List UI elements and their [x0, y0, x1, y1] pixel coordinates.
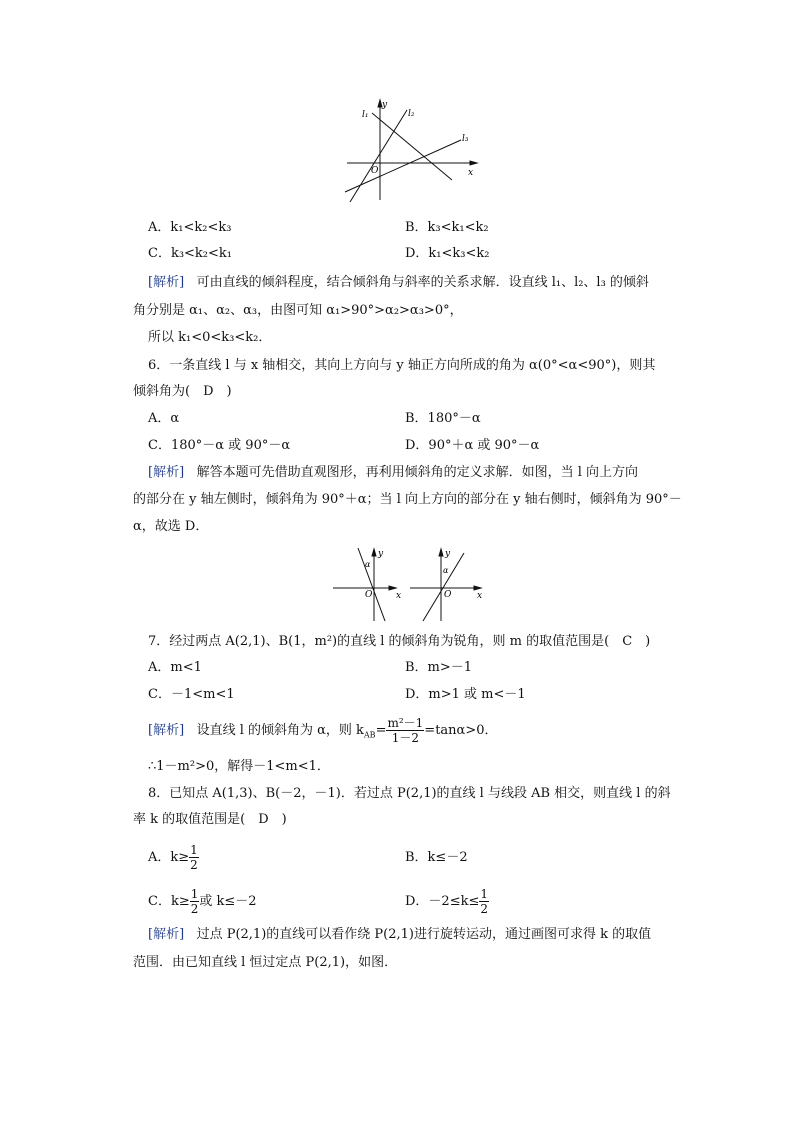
origin-label: O	[365, 590, 373, 600]
q5-option-b: B．k₃<k₁<k₂	[405, 220, 489, 235]
q6-option-a: A．α	[148, 411, 180, 426]
numerator: 1	[190, 843, 198, 857]
q8-option-a	[148, 843, 199, 873]
q5-option-d: D．k₁<k₃<k₂	[405, 246, 490, 261]
q6-option-b: B．180°－α	[405, 411, 481, 426]
origin-label: O	[371, 166, 379, 176]
numerator: m²－1	[387, 716, 424, 730]
origin-label: O	[444, 590, 452, 600]
option-text: 或 k≤－2	[199, 894, 257, 909]
q6-analysis-line: α，故选 D．	[133, 519, 209, 534]
q7-option-d: D．m>1 或 m<－1	[405, 687, 526, 702]
q8-stem: 率 k 的取值范围是( D )	[133, 812, 287, 827]
q6-analysis-line: 的部分在 y 轴左侧时，倾斜角为 90°＋α；当 l 向上方向的部分在 y 轴右侧时，倾斜角为 90°－	[133, 492, 682, 507]
q7-conclusion: ∴1－m²>0，解得－1<m<1．	[148, 759, 330, 774]
figure-alpha-angles	[330, 544, 490, 622]
document-page: y x O l₁ l₂ l₃ A．k₁<k₂<k₃ B．k₃<k₁<k₂ C．k₃<k₂<k₁ D．k₁<k₃<k₂ [解析] 可由直线的倾斜程度，结合倾斜角与斜率的关系求解．设直线 l₁、l₂、l₃ 的倾斜 角分别是 α₁、α₂、α₃，由图可知 α₁>90°>α₂>α₃>0°， 所以 k₁<0<k₃<k₂． 6．一条直线 l 与 x 轴相交，其向上方向与 y 轴正方向所成的角为 α(0°<α<90°)，则其 倾斜角为( D ) A．α B．180°－α C．180°－α 或 90°－α D．90°＋α 或 90°－α [解析] 解答本题可先借助直观图形，再利用倾斜角的定义求解．如图，当 l 向上方向 的部分在 y 轴左侧时，倾斜角为 90°＋α；当 l 向上方向的部分在 y 轴右侧时，倾斜角为 90°－ α，故选 D． y α O x y α O x 7．经过两点 A(2,1)、B(1，m²)的直线 l 的倾斜角为锐角，则 m 的取值范围是( C ) A．m<1 B．m>－1 C．－1<m<1 D．m>1 或 m<－1 [解析] 设直线 l 的倾斜角为 α，则 $k_{AB}=$ $\frac{\text{m²－1}}{1-2}$ =tanα>0． ∴1－m²>0，解得－1<m<1． 8．已知点 A(1,3)、B(－2，－1)．若过点 P(2,1)的直线 l 与线段 AB 相交，则直线 l 的斜 率 k 的取值范围是( D ) A．k≥ $\frac{1}{2}$ B．k≤－2 C．k≥ $\frac{1}{2}$ 或 k≤－2 D．－2≤k≤ $\frac{1}{2}$ [解析] 过点 P(2,1)的直线可以看作绕 P(2,1)进行旋转运动，通过画图可求得 k 的取值 范围．由已知直线 l 恒过定点 P(2,1)，如图．	[0, 0, 794, 1123]
alpha-label: α	[365, 560, 371, 569]
q7-analysis-text: =tanα>0．	[424, 723, 498, 738]
q7-option-a: A．m<1	[148, 660, 202, 675]
analysis-tag: [解析]	[148, 723, 185, 738]
q8-analysis-line: 过点 P(2,1)的直线可以看作绕 P(2,1)进行旋转运动，通过画图可求得 k 的取值	[196, 927, 652, 942]
denominator: 2	[190, 902, 199, 916]
x-axis-label: x	[396, 591, 402, 601]
y-axis-label: y	[382, 100, 388, 110]
q6-stem: 6．一条直线 l 与 x 轴相交，其向上方向与 y 轴正方向所成的角为 α(0°<α<90°)，则其	[148, 358, 656, 373]
l2-label: l₂	[408, 109, 415, 119]
q6-option-c: C．180°－α 或 90°－α	[148, 438, 291, 453]
denominator: 2	[190, 858, 198, 872]
q7-option-c: C．－1<m<1	[148, 687, 235, 702]
option-text: D．－2≤k≤	[405, 894, 480, 909]
q7-stem: 7．经过两点 A(2,1)、B(1，m²)的直线 l 的倾斜角为锐角，则 m 的取值范围是( C )	[148, 634, 651, 649]
q8-analysis-line: 范围．由已知直线 l 恒过定点 P(2,1)，如图．	[133, 955, 398, 970]
q6-analysis-line: 解答本题可先借助直观图形，再利用倾斜角的定义求解．如图，当 l 向上方向	[196, 465, 638, 480]
numerator: 1	[480, 887, 488, 901]
analysis-tag: [解析]	[148, 275, 185, 290]
q6-stem: 倾斜角为( D )	[133, 384, 232, 399]
fraction	[189, 843, 199, 872]
q5-analysis-line: 可由直线的倾斜程度，结合倾斜角与斜率的关系求解．设直线 l₁、l₂、l₃ 的倾斜	[196, 275, 649, 290]
alpha-label: α	[443, 566, 449, 575]
q7-fraction	[386, 716, 424, 745]
denominator: 1－2	[391, 731, 420, 745]
option-text: C．k≥	[148, 894, 190, 909]
l1-label: l₁	[362, 110, 369, 120]
analysis-tag: [解析]	[148, 465, 185, 480]
q8-option-d	[405, 887, 489, 917]
q6-option-d: D．90°＋α 或 90°－α	[405, 438, 540, 453]
denominator: 2	[480, 902, 488, 916]
q7-subscript: AB	[363, 730, 376, 740]
y-axis-label: y	[445, 549, 451, 559]
q5-option-c: C．k₃<k₂<k₁	[148, 246, 232, 261]
q5-option-a: A．k₁<k₂<k₃	[148, 220, 232, 235]
q7-analysis-text: 设直线 l 的倾斜角为 α，则 k	[196, 723, 364, 738]
numerator: 1	[190, 887, 199, 901]
q5-analysis-line: 所以 k₁<0<k₃<k₂．	[148, 330, 272, 345]
fraction	[479, 887, 489, 916]
fraction	[190, 887, 200, 916]
x-axis-label: x	[477, 591, 483, 601]
q8-stem: 8．已知点 A(1,3)、B(－2，－1)．若过点 P(2,1)的直线 l 与线段 AB 相交，则直线 l 的斜	[148, 786, 671, 801]
q5-analysis-line: 角分别是 α₁、α₂、α₃，由图可知 α₁>90°>α₂>α₃>0°，	[133, 303, 463, 318]
l3-label: l₃	[462, 134, 469, 144]
y-axis-label: y	[378, 549, 384, 559]
q8-option-b: B．k≤－2	[405, 850, 468, 865]
figure-three-lines	[340, 98, 480, 204]
analysis-tag: [解析]	[148, 927, 185, 942]
x-axis-label: x	[468, 168, 474, 178]
q7-option-b: B．m>－1	[405, 660, 473, 675]
q8-option-c	[148, 887, 257, 917]
option-text: A．k≥	[148, 850, 190, 865]
